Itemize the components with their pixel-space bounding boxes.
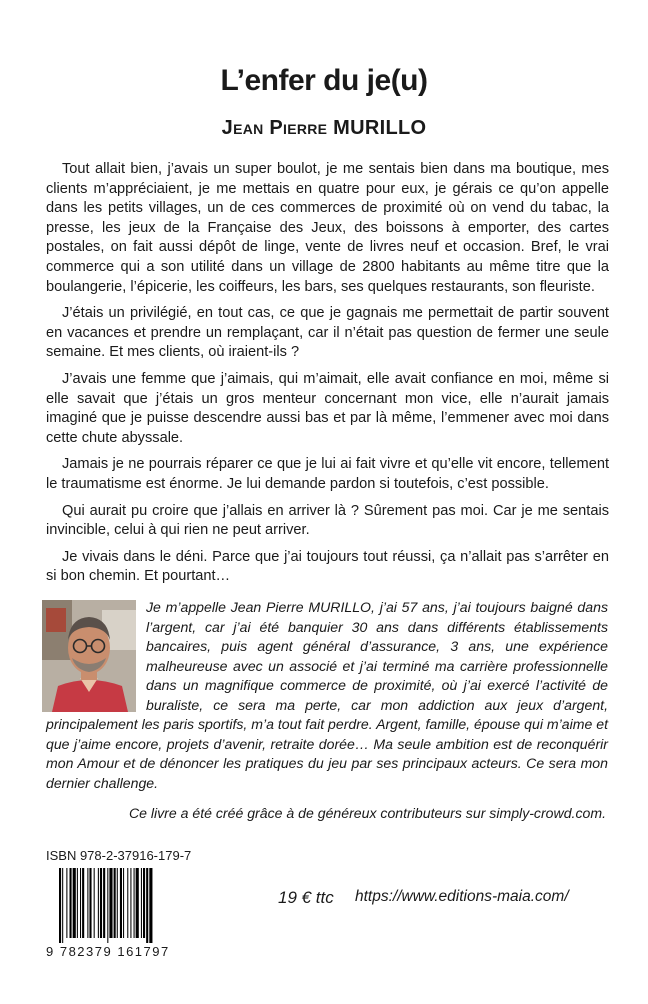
book-title: L’enfer du je(u)	[220, 64, 428, 97]
author-bio	[46, 598, 608, 793]
price: 19 € ttc	[278, 888, 334, 907]
crowdfunding-credit: Ce livre a été créé grâce à de généreux contributeurs sur simply-crowd.com.	[128, 805, 606, 821]
author-bio-text: Je m’appelle Jean Pierre MURILLO, j’ai 57 ans, j’ai toujours baigné dans l’argent, car j’ai été banquier 30 ans dans différents établissements bancaires, puis agent général d’assurance, 3 ans, une expérience malheureuse avec un associé et j’ai terminé ma carrière professionnelle dans un magnifique commerce de proximité, où j’ai exercé l’activité de buraliste, ce sera ma perte, car mon addiction aux jeux d’argent, principalement les paris sportifs, m’a tout fait perdre. Argent, famille, épouse qui m’aime et que j’aime encore, projets d’avenir, retraite dorée… Ma seule ambition est de reconquérir mon Amour et de dénoncer les pratiques du jeu par ses principaux acteurs. Ce sera mon dernier challenge.	[46, 599, 608, 791]
synopsis-paragraph: Tout allait bien, j’avais un super boulot, je me sentais bien dans ma boutique, mes clients m’appréciaient, je me mettais en quatre pour eux, je gérais ce qu’on appelle dans les petits villages, un de ces commerces de proximité où on vend du tabac, la presse, les jeux de la Française des Jeux, des boissons à emporter, des cartes postales, on fait aussi dépôt de linge, vente de livres neuf et occasion. Bref, le vrai commerce qui a son utilité dans un village de 2800 habitants au même titre que la boulangerie, l’épicerie, les coiffeurs, les bars, ses quelques restaurants, son fleuriste.	[46, 161, 609, 295]
barcode	[58, 868, 189, 943]
synopsis-paragraph: Je vivais dans le déni. Parce que j’ai toujours tout réussi, ça n’allait pas s’arrêter en si bon chemin. Et pourtant…	[46, 548, 609, 585]
author-name	[0, 117, 648, 140]
synopsis-paragraph: Jamais je ne pourrais réparer ce que je lui ai fait vivre et qu’elle vit encore, tellement le traumatisme est énorme. Je lui demande pardon si toutefois, c’est possible.	[46, 456, 609, 492]
synopsis-paragraph: J’étais un privilégié, en tout cas, ce que je gagnais me permettait de partir souvent en vacances et prendre un remplaçant, car il n’était pas question de fermer une seule semaine. Et mes clients, où iraient-ils ?	[46, 305, 609, 361]
publisher-url[interactable]: https://www.editions-maia.com/	[355, 888, 569, 905]
barcode-number: 9 782379 161797	[46, 944, 170, 959]
synopsis-paragraph: J’avais une femme que j’aimais, qui m’aimait, elle avait confiance en moi, même si elle savait que j’étais un gros menteur concernant mon vice, elle n’aurait jamais imaginé que je puisse descendre aussi bas et par là même, l’emmener avec moi dans cette chute abyssale.	[46, 370, 609, 446]
author-name-text: Jean Pierre MURILLO	[221, 117, 427, 139]
isbn: ISBN 978-2-37916-179-7	[46, 848, 192, 863]
synopsis	[46, 160, 609, 594]
synopsis-paragraph: Qui aurait pu croire que j’allais en arriver là ? Sûrement pas moi. Car je me sentais invincible, celui à qui rien ne peut arriver.	[46, 502, 609, 539]
